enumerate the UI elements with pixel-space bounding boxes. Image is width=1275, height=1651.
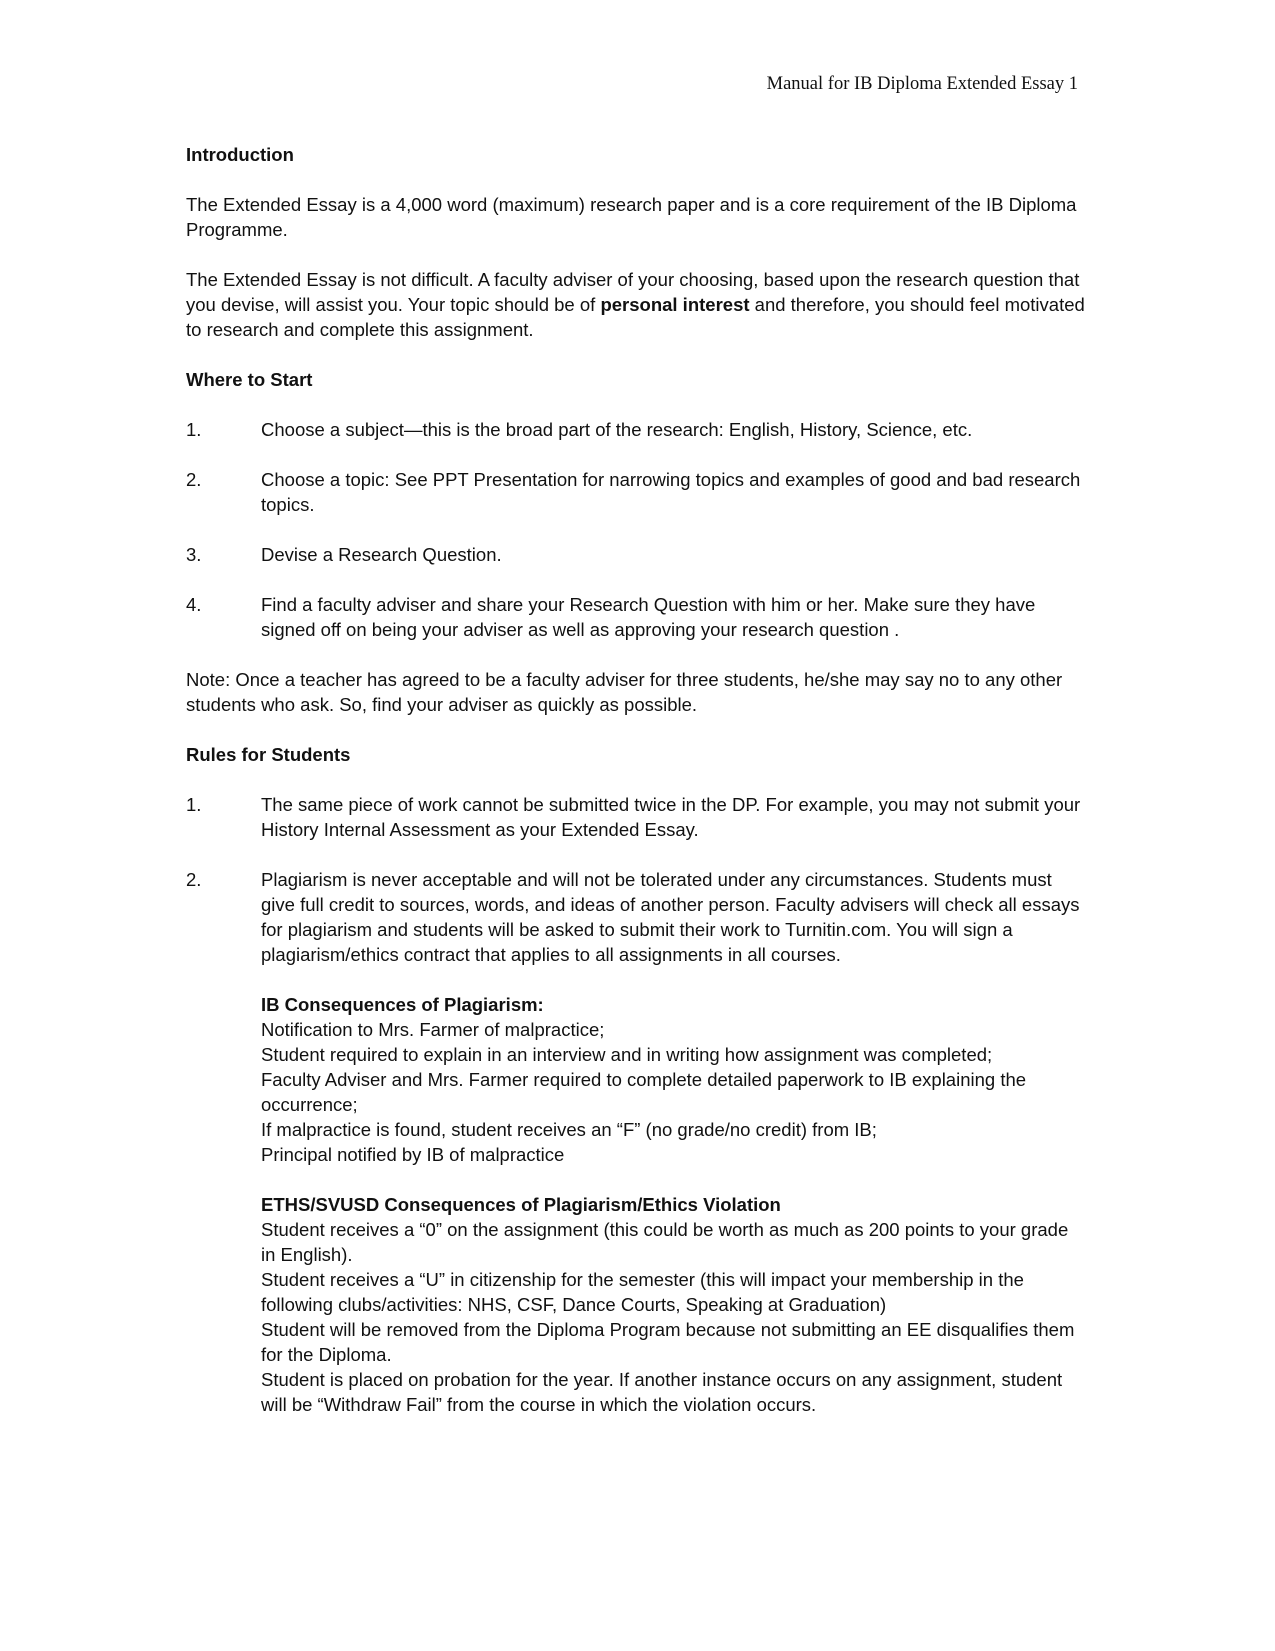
step-text: Find a faculty adviser and share your Research Question with him or her. Make sure they have signed off on being your adviser as well as approving your research question . xyxy=(261,594,1036,640)
adviser-note: Note: Once a teacher has agreed to be a faculty adviser for three students, he/she may say no to any other students who ask. So, find your adviser as quickly as possible. xyxy=(186,669,1063,715)
step-number: 4. xyxy=(186,594,202,615)
ib-consequences-title: IB Consequences of Plagiarism: xyxy=(261,994,544,1015)
introduction-paragraph-2-end: and therefore, you should feel motivated to research and complete this assignment. xyxy=(186,294,1085,340)
start-step-1 xyxy=(186,417,1086,442)
start-step-4 xyxy=(186,592,1086,642)
start-step-2 xyxy=(186,467,1086,517)
step-number: 3. xyxy=(186,544,202,565)
eths-consequence-line: Student receives a “U” in citizenship for the semester (this will impact your membership in the following clubs/activities: NHS, CSF, Dance Courts, Speaking at Graduation) xyxy=(261,1269,1024,1315)
where-to-start-heading: Where to Start xyxy=(186,369,313,390)
step-number: 2. xyxy=(186,469,202,490)
step-text: Choose a subject—this is the broad part of the research: English, History, Science, etc. xyxy=(261,419,973,440)
rule-number: 1. xyxy=(186,794,202,815)
ib-consequence-line: Faculty Adviser and Mrs. Farmer required to complete detailed paperwork to IB explaining the occurrence; xyxy=(261,1069,1027,1115)
rule-number: 2. xyxy=(186,869,202,890)
start-step-3 xyxy=(186,542,1086,567)
eths-consequence-line: Student is placed on probation for the year. If another instance occurs on any assignment, student will be “Withdraw Fail” from the course in which the violation occurs. xyxy=(261,1369,1063,1415)
rule-2 xyxy=(186,867,1086,967)
ib-consequence-line: Principal notified by IB of malpractice xyxy=(261,1144,565,1165)
step-text: Choose a topic: See PPT Presentation for narrowing topics and examples of good and bad research topics. xyxy=(261,469,1081,515)
eths-consequences-block xyxy=(261,1192,1086,1417)
rule-text: The same piece of work cannot be submitted twice in the DP. For example, you may not submit your History Internal Assessment as your Extended Essay. xyxy=(261,794,1081,840)
introduction-paragraph-1: The Extended Essay is a 4,000 word (maximum) research paper and is a core requirement of the IB Diploma Programme. xyxy=(186,194,1077,240)
ib-consequence-line: Student required to explain in an interview and in writing how assignment was completed; xyxy=(261,1044,993,1065)
eths-consequence-line: Student receives a “0” on the assignment (this could be worth as much as 200 points to your grade in English). xyxy=(261,1219,1069,1265)
introduction-paragraph-2-start: The Extended Essay is not difficult. A faculty adviser of your choosing, based upon the research question that you devise, will assist you. Your topic should be of xyxy=(186,269,1080,315)
introduction-heading: Introduction xyxy=(186,144,294,165)
ib-consequence-line: Notification to Mrs. Farmer of malpractice; xyxy=(261,1019,605,1040)
step-number: 1. xyxy=(186,419,202,440)
eths-consequences-title: ETHS/SVUSD Consequences of Plagiarism/Ethics Violation xyxy=(261,1194,781,1215)
eths-consequence-line: Student will be removed from the Diploma Program because not submitting an EE disqualifies them for the Diploma. xyxy=(261,1319,1075,1365)
rule-text: Plagiarism is never acceptable and will not be tolerated under any circumstances. Students must give full credit to sources, words, and ideas of another person. Faculty advisers will check all essays for plagiarism and students will be asked to submit their work to Turnitin.com. You will sign a plagiarism/ethics contract that applies to all assignments in all courses. xyxy=(261,869,1080,965)
rules-heading: Rules for Students xyxy=(186,744,351,765)
rule-1 xyxy=(186,792,1086,842)
document-body xyxy=(186,142,1086,1442)
ib-consequence-line: If malpractice is found, student receives an “F” (no grade/no credit) from IB; xyxy=(261,1119,877,1140)
introduction-paragraph-2 xyxy=(186,267,1086,342)
personal-interest-emphasis: personal interest xyxy=(600,294,750,315)
ib-consequences-block xyxy=(261,992,1086,1167)
running-head: Manual for IB Diploma Extended Essay 1 xyxy=(766,74,1078,94)
step-text: Devise a Research Question. xyxy=(261,544,502,565)
